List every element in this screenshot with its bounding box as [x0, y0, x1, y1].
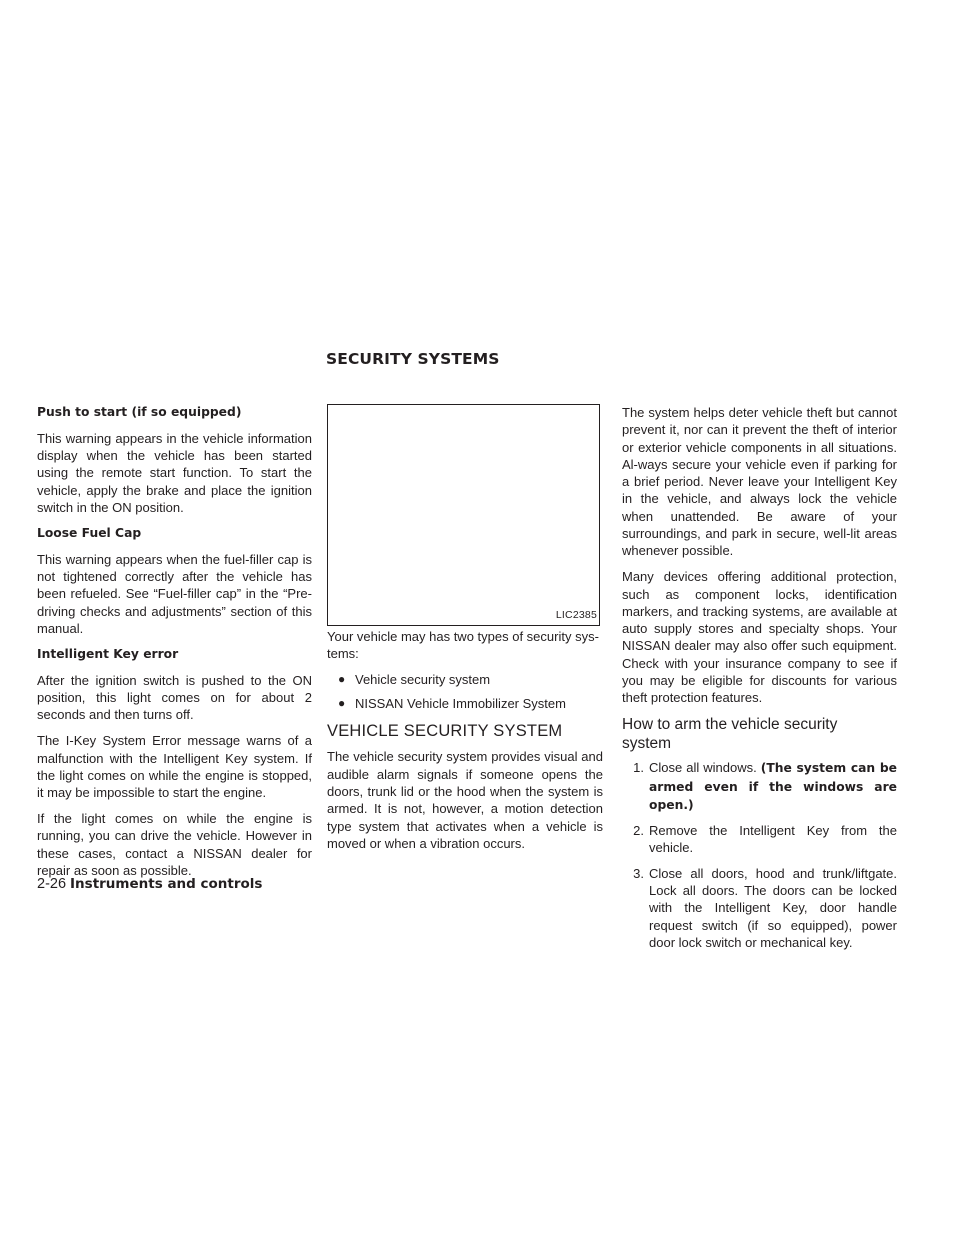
bullet-icon: ● [338, 696, 346, 711]
heading-loose-fuel-cap: Loose Fuel Cap [37, 525, 142, 540]
chapter-title: Instruments and controls [70, 876, 263, 892]
list-item [327, 695, 603, 712]
step-text: Close all windows. [649, 760, 757, 776]
heading-intelligent-key-error: Intelligent Key error [37, 646, 179, 661]
step-item [622, 822, 897, 857]
paragraph: This warning appears when the fuel-filler cap is not tightened correctly after the vehicle has been refueled. See “Fuel-filler cap” in the “Pre-driving checks and adjustments” section of this manual. [37, 551, 312, 637]
section-title: SECURITY SYSTEMS [326, 350, 500, 368]
page-footer [37, 876, 262, 892]
paragraph: Many devices offering additional protection, such as component locks, identification markers, and tracking systems, are available at auto supply stores and specialty shops. Your NISSAN dealer may also offer such equipment. Check with your insurance company to see if you may be eligible for discounts for various theft protection features. [622, 569, 897, 706]
paragraph: After the ignition switch is pushed to the ON position, this light comes on for about 2 seconds and then turns off. [37, 672, 312, 723]
right-column [622, 404, 897, 959]
figure-code: LIC2385 [555, 608, 597, 621]
list-item-text: NISSAN Vehicle Immobilizer System [355, 696, 566, 712]
paragraph: The system helps deter vehicle theft but cannot prevent it, nor can it prevent the theft of interior or exterior vehicle components in all situations. Al-ways secure your vehicle even if parking for a brief period. Never leave your Intelligent Key in the vehicle, and always lock the vehicle when unattended. Be aware of your surroundings, and park in secure, well-lit areas whenever possible. [622, 405, 897, 559]
list-item [327, 671, 603, 688]
paragraph: The vehicle security system provides visual and audible alarm signals if someone opens the doors, trunk lid or the hood when the system is armed. It is not, however, a motion detection type system that activates when a vehicle is moved or when a vibration occurs. [327, 749, 603, 851]
heading-line: system [622, 735, 672, 753]
step-item [622, 759, 897, 814]
bullet-icon: ● [338, 672, 346, 687]
heading-push-to-start: Push to start (if so equipped) [37, 405, 242, 419]
page-number: 2-26 [37, 876, 67, 892]
step-item [622, 865, 897, 951]
paragraph: The I-Key System Error message warns of a malfunction with the Intelligent Key system. If the light comes on while the engine is stopped, it may be impossible to start the engine. [37, 733, 312, 801]
list-item-text: Vehicle security system [355, 672, 491, 688]
paragraph: Your vehicle may has two types of security sys-tems: [327, 629, 599, 662]
security-types-list [327, 671, 603, 713]
heading-vehicle-security-system: VEHICLE SECURITY SYSTEM [327, 722, 563, 741]
step-text: Remove the Intelligent Key from the vehicle. [649, 823, 897, 856]
step-number: 2. [633, 823, 644, 839]
step-bold-text: (The system can be armed even if the windows are open.) [649, 761, 897, 812]
left-column [37, 404, 312, 888]
step-number: 3. [633, 865, 644, 881]
heading-how-to-arm [622, 715, 897, 753]
middle-column [327, 404, 603, 861]
paragraph: This warning appears in the vehicle information display when the vehicle has been started using the remote start function. To start the vehicle, apply the brake and place the ignition switch in the ON position. [37, 430, 312, 516]
paragraph: If the light comes on while the engine is running, you can drive the vehicle. However in these cases, contact a NISSAN dealer for repair as soon as possible. [37, 811, 312, 878]
arming-steps-list [622, 759, 897, 951]
figure-placeholder [327, 404, 600, 626]
heading-line: How to arm the vehicle security [622, 716, 838, 734]
step-number: 1. [633, 760, 644, 776]
step-text: Close all doors, hood and trunk/liftgate. Lock all doors. The doors can be locked with the Intelligent Key, door handle request switch (if so equipped), power door lock switch or mechanical key. [649, 865, 897, 950]
